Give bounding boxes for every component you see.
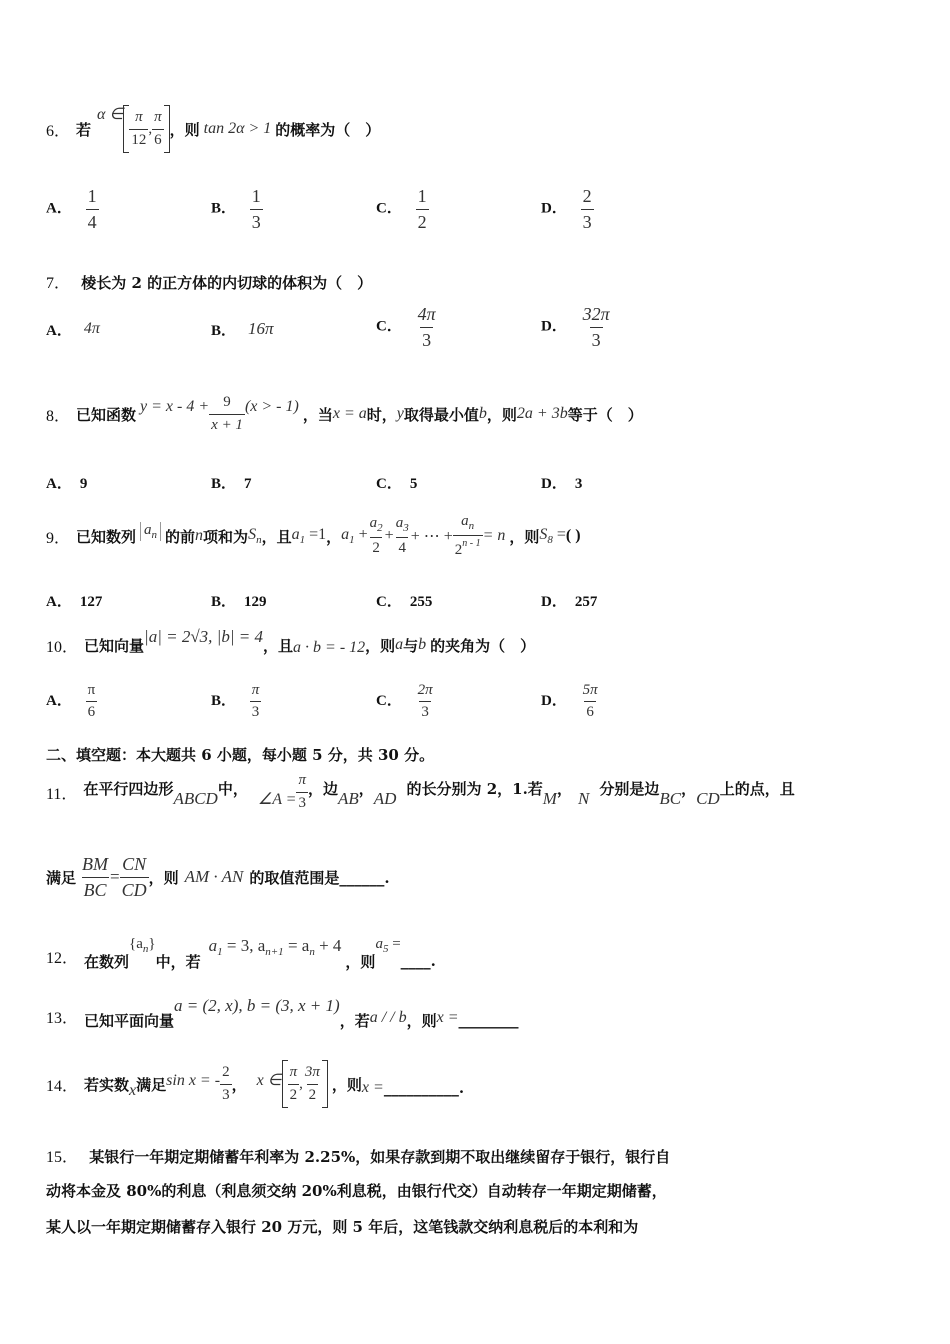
q6-option-c[interactable]: C． $\frac{1}{2}$ (376, 186, 427, 232)
question-text: 棱长为 2 的正方体的内切球的体积为（ ） (81, 274, 373, 292)
fraction: $\frac{1}{2}$ (417, 186, 427, 232)
math-expr: $a_n$ (140, 522, 161, 541)
question-7 (46, 270, 372, 293)
question-text: ，且 (261, 527, 292, 546)
q7-option-d[interactable]: D． $\frac{32\pi}{3}$ (541, 304, 610, 350)
fraction: $\frac{4\pi}{3}$ (417, 304, 436, 350)
math-expr: AM · AN (184, 867, 244, 886)
question-text: ，则 (486, 405, 517, 424)
question-text: 分别是边 (599, 780, 660, 798)
math-expr: a · b = - 12 (293, 639, 366, 656)
question-number: 7． (46, 275, 71, 292)
question-11-line-2: 满足 $\frac{BM}{BC}$ = $\frac{CN}{CD}$ ，则 AM · AN 的取值范围是______. (46, 853, 390, 900)
question-number: 9． (46, 529, 71, 547)
math-expr: $a_5$ = (375, 936, 401, 955)
question-text: ， (358, 780, 374, 798)
interval: $\frac{\pi}{12}$ , $\frac{\pi}{6}$ (123, 105, 169, 153)
math-expr: x ∈ (256, 1072, 282, 1089)
question-text: ，边 (307, 780, 338, 798)
interval: $\frac{\pi}{2}$ , $\frac{3\pi}{2}$ (282, 1060, 328, 1108)
question-text: ， (326, 527, 342, 546)
fraction: $\frac{a_3}{4}$ (395, 515, 409, 556)
question-text: 的取值范围是______. (249, 868, 390, 887)
math-expr: a (395, 636, 404, 653)
question-text: ，则 (406, 1011, 437, 1030)
fraction: $\frac{\pi}{6}$ (154, 109, 162, 148)
math-expr: (x > - 1) (244, 398, 299, 415)
question-10 (46, 627, 535, 663)
q9-option-d[interactable]: D． 257 (541, 594, 598, 610)
answer-blank[interactable]: ____. (400, 952, 436, 970)
question-text: 时， (366, 405, 397, 424)
question-text: ， (681, 780, 697, 798)
math-expr: $\{a_n\}$ (129, 936, 156, 955)
math-expr: $a_1$ + (341, 526, 368, 546)
question-number: 11． (46, 785, 78, 803)
question-text: 与 (403, 636, 419, 655)
question-number: 10． (46, 638, 79, 656)
question-8 (46, 388, 643, 440)
math-expr: b (478, 405, 487, 422)
question-13 (46, 996, 519, 1036)
question-number: 6． (46, 122, 71, 140)
q10-option-a[interactable]: A． $\frac{\pi}{6}$ (46, 682, 96, 721)
q9-option-b[interactable]: B． 129 (211, 594, 267, 610)
fraction: $\frac{32\pi}{3}$ (582, 304, 610, 350)
question-text: 已知平面向量 (84, 1011, 175, 1030)
question-text: 某银行一年期定期储蓄年利率为 2.25%，如果存款到期不取出继续留存于银行，银行自 (89, 1148, 671, 1166)
answer-blank[interactable]: ________ (458, 1011, 519, 1029)
fraction: $\frac{CN}{CD}$ (121, 853, 147, 900)
fraction: $\frac{a_2}{2}$ (369, 515, 383, 556)
question-9: 9． 已知数列 $a_n$ 的前 n 项和为 $S_n$ ，且 $a_1 =1$ ， $a_1$ + $\frac{a_2}{2}$ + $\frac{a_3}{4}$ + ⋯ + $\frac{a_n}{2^{n - 1}}$ = n ，则 $S_8$ = ( ) (46, 513, 581, 558)
question-text: 若实数 (84, 1075, 130, 1094)
q6-option-d[interactable]: D． $\frac{2}{3}$ (541, 186, 592, 232)
math-expr: M (542, 789, 557, 808)
answer-blank[interactable]: __________. (383, 1079, 465, 1097)
section-heading: 二、填空题：本大题共 6 小题，每小题 5 分，共 30 分。 (46, 746, 435, 764)
question-14 (46, 1058, 464, 1110)
math-expr: BC (659, 789, 682, 808)
question-text: ， (231, 1075, 247, 1094)
math-expr: tan 2α > 1 (203, 120, 272, 137)
question-text: 满足 (46, 868, 77, 887)
fraction: $\frac{a_n}{2^{n - 1}}$ (454, 513, 481, 558)
q8-option-b[interactable]: B． 7 (211, 476, 252, 492)
answer-paren: ( ) (565, 527, 581, 544)
math-expr: ABCD (173, 789, 218, 808)
fraction: $\frac{\pi}{3}$ (298, 772, 306, 811)
math-expr: CD (696, 789, 720, 808)
question-text: 的长分别为 2，1.若 (406, 780, 543, 798)
math-expr: $a_1 = 3$, $a_{n+1} = a_n + 4$ (208, 936, 342, 958)
question-text: 的夹角为（ ） (430, 636, 536, 655)
math-expr: a / / b (369, 1009, 407, 1026)
q6-option-b[interactable]: B． $\frac{1}{3}$ (211, 186, 261, 232)
math-expr: AD (373, 789, 397, 808)
math-expr: y = x - 4 + (140, 398, 210, 415)
question-number: 13． (46, 1009, 79, 1027)
fraction: $\frac{BM}{BC}$ (82, 853, 109, 900)
math-expr: ∠A = (257, 791, 297, 808)
math-expr: x = (361, 1079, 384, 1096)
question-text: 已知向量 (84, 636, 145, 655)
q8-option-c[interactable]: C． 5 (376, 476, 418, 492)
fraction: $\frac{2}{3}$ (222, 1064, 230, 1103)
question-text: ，则 (148, 868, 179, 887)
math-expr: n (195, 527, 204, 544)
question-text: ，若 (339, 1011, 370, 1030)
q7-option-c[interactable]: C． $\frac{4\pi}{3}$ (376, 304, 436, 350)
question-number: 14． (46, 1077, 79, 1095)
question-text: 满足 (136, 1075, 167, 1094)
math-expr: x = (436, 1009, 459, 1026)
question-15-line-3: 某人以一年期定期储蓄存入银行 20 万元，则 5 年后，这笔钱款交纳利息税后的本利和为 (46, 1218, 639, 1236)
question-number: 8． (46, 407, 71, 425)
question-text: 中， (217, 780, 248, 798)
question-text: ，当 (302, 405, 333, 424)
math-expr: $S_8$ = (539, 526, 566, 546)
fraction: $\frac{1}{3}$ (251, 186, 261, 232)
question-12 (46, 936, 436, 976)
question-11 (46, 770, 795, 814)
question-text: 的前 (165, 527, 196, 546)
question-text: 在平行四边形 (83, 780, 174, 798)
math-expr: y (396, 405, 404, 422)
question-15 (46, 1144, 670, 1167)
question-text: 的概率为（ ） (275, 120, 381, 139)
q10-option-d[interactable]: D． $\frac{5\pi}{6}$ (541, 682, 598, 721)
question-text: 项和为 (203, 527, 249, 546)
question-text: 已知数列 (76, 527, 137, 546)
question-15-line-2: 动将本金及 80%的利息（利息须交纳 20%利息税，由银行代交）自动转存一年期定期储蓄， (46, 1182, 667, 1200)
fraction: $\frac{\pi}{2}$ (289, 1064, 298, 1103)
q10-option-c[interactable]: C． $\frac{2\pi}{3}$ (376, 682, 433, 721)
math-expr: a = (2, x), b = (3, x + 1) (174, 996, 340, 1015)
math-expr: x (129, 1082, 137, 1099)
q10-option-b[interactable]: B． $\frac{\pi}{3}$ (211, 682, 260, 721)
fraction: $\frac{2\pi}{3}$ (417, 682, 433, 721)
question-text: 已知函数 (76, 405, 137, 424)
q6-option-a[interactable]: A． $\frac{1}{4}$ (46, 186, 97, 232)
question-text: ，则 (169, 120, 200, 139)
question-text: 上的点，且 (719, 780, 795, 798)
fraction: $\frac{3\pi}{2}$ (304, 1064, 320, 1103)
fraction: $\frac{\pi}{6}$ (87, 682, 96, 721)
question-text: 取得最小值 (403, 405, 479, 424)
question-text: 等于（ ） (567, 405, 643, 424)
fraction: $\frac{9}{x + 1}$ (211, 394, 243, 433)
question-text: 若 (76, 120, 92, 139)
question-text: ，则 (509, 527, 540, 546)
math-expr: sin x = - (166, 1072, 221, 1089)
question-text: 在数列 (84, 952, 130, 971)
question-text: ， (556, 780, 572, 798)
q7-option-a[interactable]: A． 4π (46, 320, 100, 339)
question-number: 15． (46, 1149, 79, 1166)
math-expr: b (418, 636, 427, 653)
math-expr: AB (338, 789, 359, 808)
question-text: ，则 (345, 952, 376, 971)
fraction: $\frac{1}{4}$ (87, 186, 97, 232)
q7-option-b[interactable]: B． 16π (211, 319, 274, 339)
math-expr: |a| = 2√3, |b| = 4 (144, 627, 263, 646)
math-expr: α ∈ (97, 106, 124, 123)
math-expr: $S_n$ (248, 526, 262, 546)
question-text: 中，若 (155, 952, 201, 971)
question-text: ，则 (365, 636, 396, 655)
question-number: 12． (46, 949, 79, 967)
math-expr: $a_1 =1$ (291, 526, 327, 546)
fraction: $\frac{\pi}{3}$ (251, 682, 260, 721)
question-text: ，且 (263, 636, 294, 655)
q9-option-a[interactable]: A． 127 (46, 594, 103, 610)
fraction: $\frac{2}{3}$ (582, 186, 592, 232)
question-6 (46, 104, 380, 154)
fraction: $\frac{\pi}{12}$ (131, 109, 147, 148)
fraction: $\frac{5\pi}{6}$ (582, 682, 598, 721)
q9-option-c[interactable]: C． 255 (376, 594, 433, 610)
math-expr: x = a (332, 405, 367, 422)
math-expr: = n (482, 527, 506, 544)
q8-option-d[interactable]: D． 3 (541, 476, 583, 492)
math-expr: 2a + 3b (516, 405, 568, 422)
q8-option-a[interactable]: A． 9 (46, 476, 88, 492)
math-expr: N (577, 789, 590, 808)
question-text: ，则 (331, 1075, 362, 1094)
